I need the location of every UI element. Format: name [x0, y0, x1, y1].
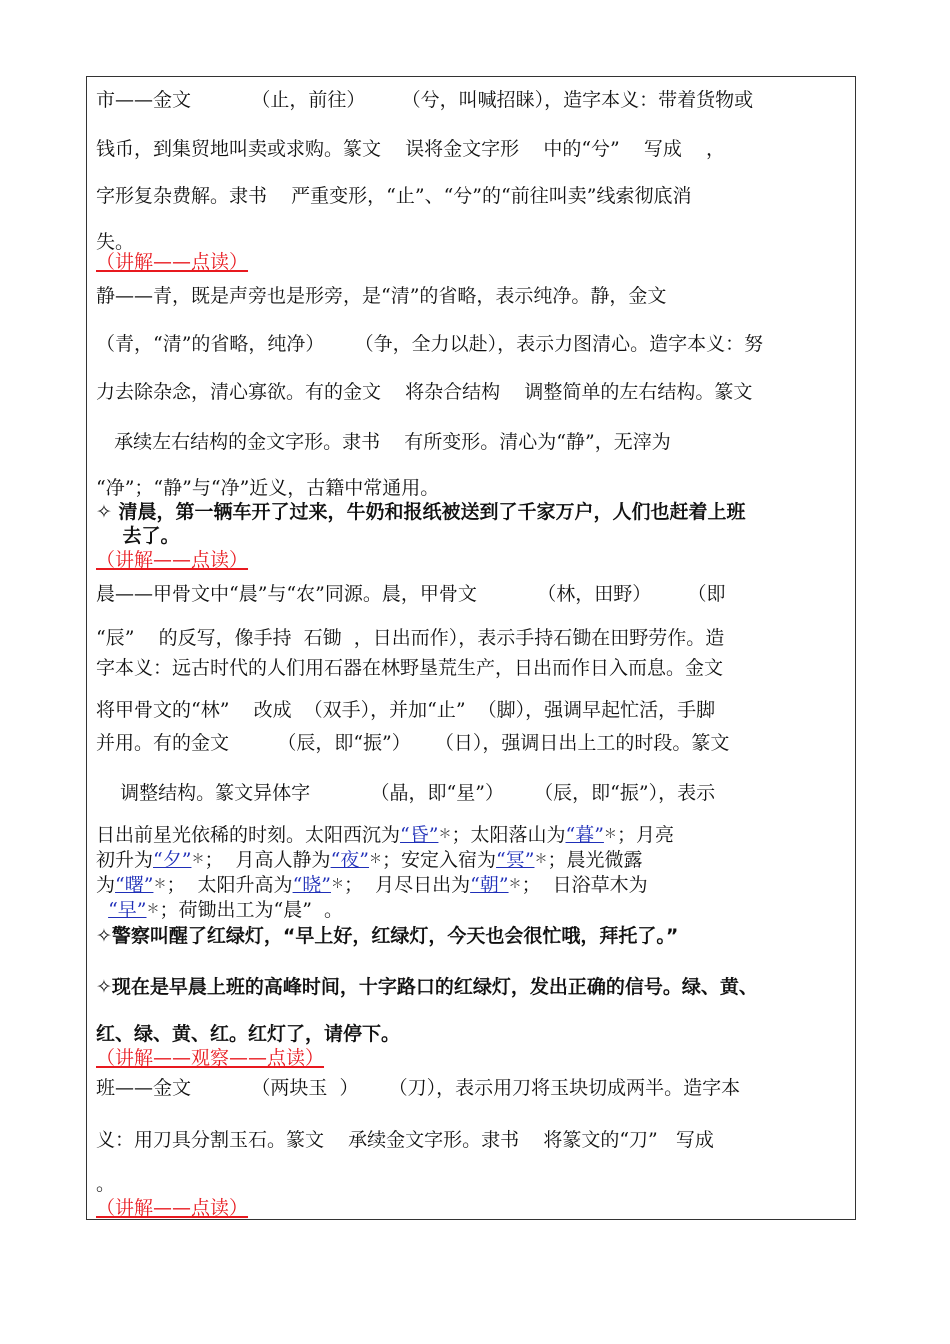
text-run: 初升为: [96, 849, 154, 871]
explanation-line: 静——青，既是声旁也是形旁，是“清”的省略，表示纯净。静，金文: [96, 285, 667, 307]
explanation-line: “辰” 的反写，像手持 石锄 ，日出而作），表示手持石锄在田野劳作。造: [96, 627, 725, 649]
explanation-line: 义：用刀具分割玉石。篆文 承续金文字形。隶书 将篆文的“刀” 写成: [96, 1129, 714, 1151]
explanation-line: [96, 873, 648, 897]
text-run: ； 太阳升高为: [166, 874, 293, 896]
explanation-line: 。: [96, 1173, 116, 1195]
asterisk-mark: ＊: [146, 902, 160, 917]
explanation-line: 失。: [96, 231, 135, 253]
section-label: （讲解——点读）: [96, 1197, 249, 1219]
asterisk-mark: ＊: [508, 877, 522, 892]
linked-character: “朝”: [470, 874, 509, 896]
explanation-line: [96, 898, 343, 922]
explanation-line: （青，“清”的省略，纯净） （争，全力以赴），表示力图清心。造字本义：努: [96, 333, 764, 355]
story-line: ✧ 清晨，第一辆车开了过来，牛奶和报纸被送到了千家万户，人们也赶着上班: [96, 501, 746, 523]
linked-character: “早”: [108, 899, 147, 921]
text-run: ；晨光微露: [547, 849, 643, 871]
asterisk-mark: ＊: [534, 852, 548, 867]
section-label: （讲解——点读）: [96, 251, 249, 273]
section-label: （讲解——点读）: [96, 549, 249, 571]
story-line: 红、绿、黄、红。红灯了，请停下。: [96, 1023, 401, 1045]
explanation-line: 并用。有的金文 （辰，即“振”） （日），强调日出上工的时段。篆文: [96, 732, 730, 754]
text-run: ；安定入宿为: [382, 849, 497, 871]
linked-character: “昏”: [400, 824, 439, 846]
text-run: 日出前星光依稀的时刻。太阳西沉为: [96, 824, 401, 846]
story-line: 去了。: [96, 525, 180, 547]
text-run: ； 月尽日出为: [344, 874, 471, 896]
explanation-line: 钱币，到集贸地叫卖或求购。篆文 误将金文字形 中的“兮” 写成 ，: [96, 138, 726, 160]
text-run: ；月亮: [616, 824, 674, 846]
explanation-line: 调整结构。篆文异体字 （晶，即“星”） （辰，即“振”），表示: [96, 782, 716, 804]
asterisk-mark: ＊: [369, 852, 383, 867]
explanation-line: [96, 848, 643, 872]
asterisk-mark: ＊: [191, 852, 205, 867]
asterisk-mark: ＊: [331, 877, 345, 892]
linked-character: “暮”: [565, 824, 604, 846]
linked-character: “晓”: [292, 874, 331, 896]
asterisk-mark: ＊: [603, 827, 617, 842]
story-line: ✧现在是早晨上班的高峰时间，十字路口的红绿灯，发出正确的信号。绿、黄、: [96, 976, 758, 998]
text-run: 为: [96, 874, 116, 896]
text-run: ；太阳落山为: [451, 824, 566, 846]
explanation-line: [96, 823, 674, 847]
text-run: [96, 899, 108, 921]
asterisk-mark: ＊: [438, 827, 452, 842]
explanation-line: 市——金文 （止，前往） （兮，叫喊招睐），造字本义：带着货物或: [96, 89, 754, 111]
asterisk-mark: ＊: [153, 877, 167, 892]
explanation-line: 力去除杂念，清心寡欲。有的金文 将杂合结构 调整简单的左右结构。篆文: [96, 381, 753, 403]
linked-character: “冥”: [496, 849, 535, 871]
story-line: ✧警察叫醒了红绿灯，“早上好，红绿灯，今天也会很忙哦，拜托了。”: [96, 925, 679, 947]
explanation-line: 承续左右结构的金文字形。隶书 有所变形。清心为“静”，无滓为: [96, 431, 671, 453]
explanation-line: 晨——甲骨文中“晨”与“农”同源。晨，甲骨文 （林，田野） （即: [96, 583, 726, 605]
linked-character: “夜”: [330, 849, 369, 871]
explanation-line: “净”；“静”与“净”近义，古籍中常通用。: [96, 477, 440, 499]
explanation-line: 将甲骨文的“林” 改成 （双手），并加“止” （脚），强调早起忙活，手脚: [96, 699, 716, 721]
explanation-line: 字本义：远古时代的人们用石器在林野垦荒生产，日出而作日入而息。金文: [96, 657, 724, 679]
explanation-line: 字形复杂费解。隶书 严重变形，“止”、“兮”的“前往叫卖”线索彻底消: [96, 185, 692, 207]
linked-character: “曙”: [115, 874, 154, 896]
text-run: ； 月高人静为: [204, 849, 331, 871]
explanation-line: 班——金文 （两块玉 ） （刀），表示用刀将玉块切成两半。造字本: [96, 1077, 741, 1099]
text-run: ； 日浴草木为: [521, 874, 648, 896]
section-label: （讲解——观察——点读）: [96, 1047, 325, 1069]
linked-character: “夕”: [153, 849, 192, 871]
text-run: ；荷锄出工为“晨” 。: [159, 899, 344, 921]
